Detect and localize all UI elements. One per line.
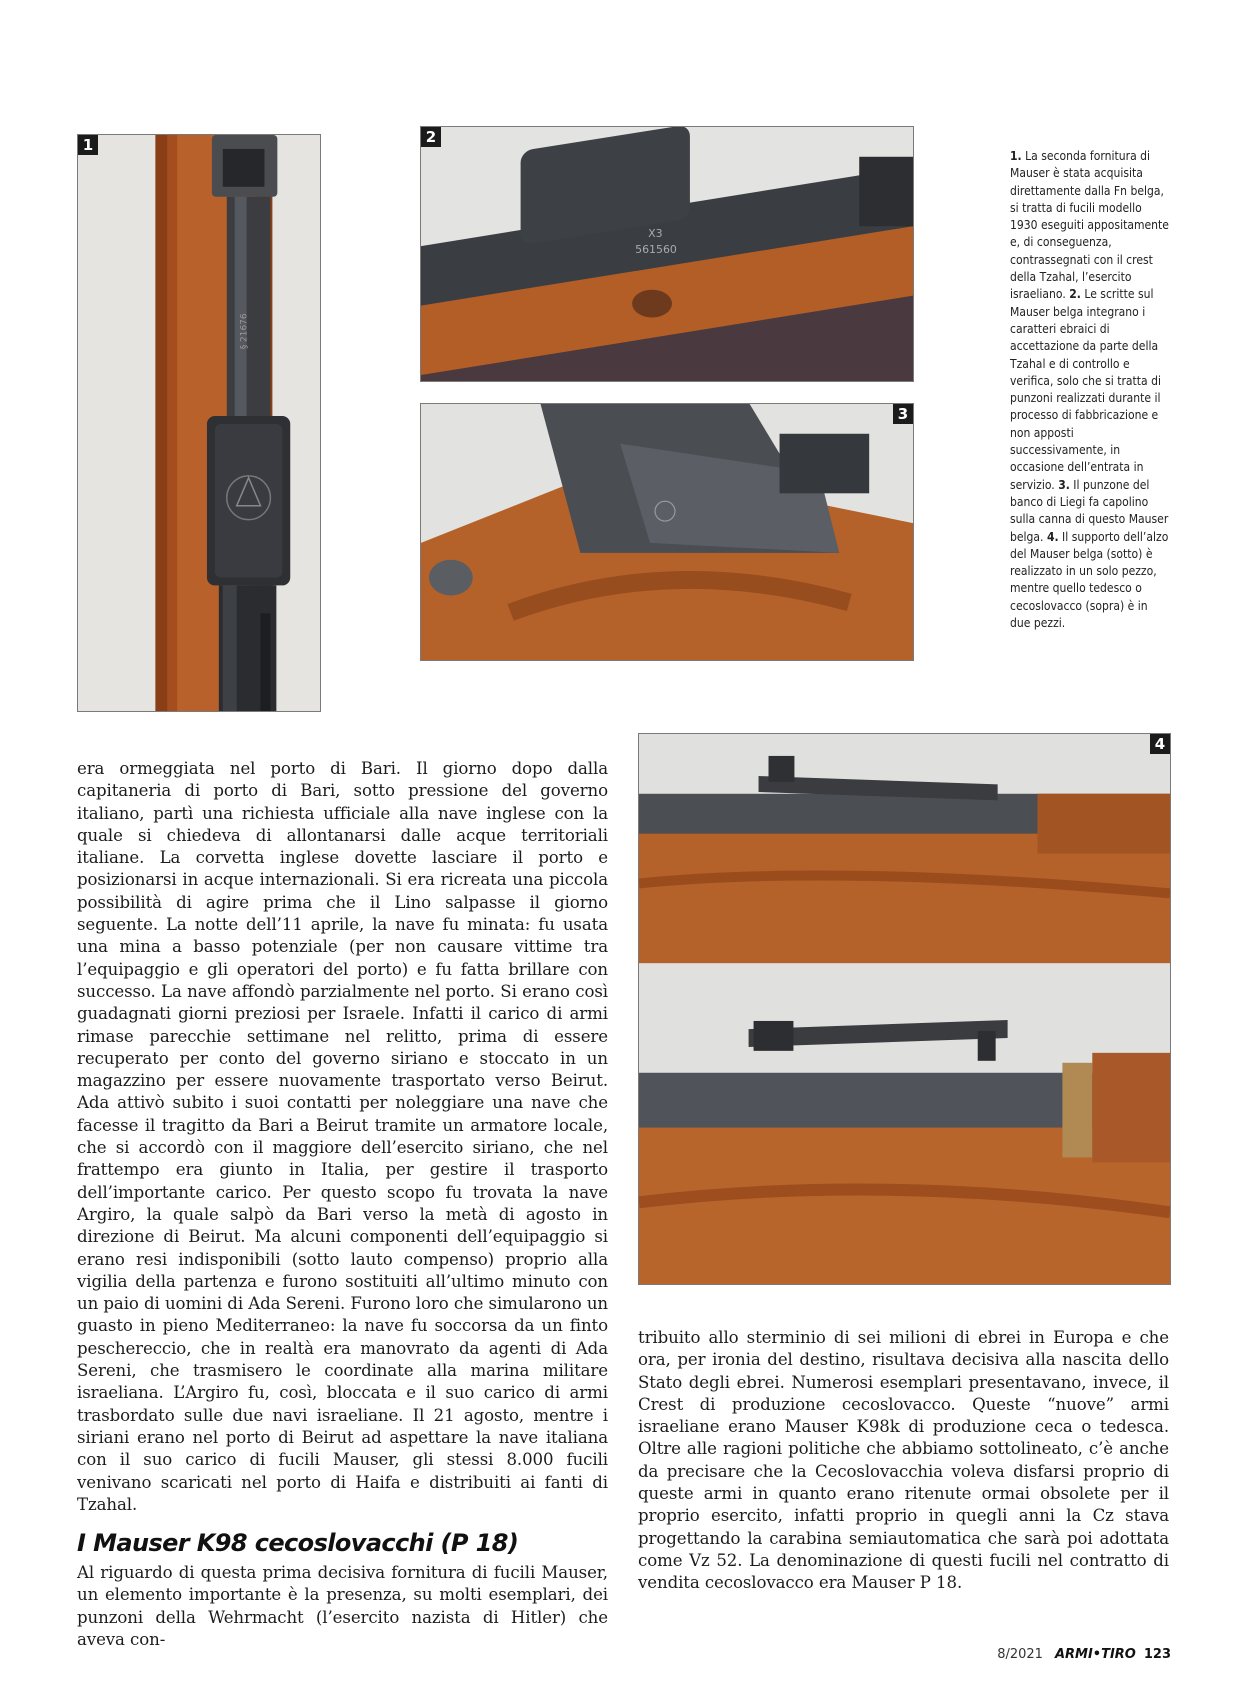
photo-caption [1010,147,1170,631]
code-mark-text: X3 [648,227,663,241]
page-number: 123 [1143,1647,1171,1662]
article-column-right [638,1327,1169,1595]
section-heading: I Mauser K98 cecoslovacchi (P 18) [77,1529,519,1558]
caption-text-4: Il supporto dell’alzo del Mauser belga (sotto) è realizzato in un solo pezzo, mentre quello tedesco o cecoslovacco (sopra) è in due pezzi. [1010,528,1169,631]
rifle-markings-image [421,127,913,381]
caption-number-3: 3. [1058,476,1070,492]
article-paragraph: era ormeggiata nel porto di Bari. Il giorno dopo dalla capitaneria di porto di Bari, sotto pressione del governo italiano, partì una richiesta ufficiale alla nave inglese con la quale si chiedeva di allontanarsi dalle acque territoriali italiane. La corvetta inglese dovette lasciare il porto e posizionarsi in acque internazionali. Si era ricreata una piccola possibilità di agire prima che il Lino salpasse il giorno seguente. La notte dell’11 aprile, la nave fu minata: fu usata una mina a basso potenziale (per non causare vittime tra l’equipaggio e gli operatori del porto) e fu fatta brillare con successo. La nave affondò parzialmente nel porto. Si erano così guadagnati giorni preziosi per Israele. Infatti il carico di armi rimase parecchie settimane nel relitto, prima di essere recuperato per conto del governo siriano e stoccato in un magazzino per essere nuovamente trasportato verso Beirut. Ada attivò subito i suoi contatti per noleggiare una nave che facesse il tragitto da Bari a Beirut tramite un armatore locale, che si accordò con il maggiore dell’esercito siriano, che nel frattempo era giunto in Italia, per gestire il trasporto dell’importante carico. Per questo scopo fu trovata la nave Argiro, la quale salpò da Bari verso la metà di agosto in direzione di Beirut. Ma alcuni componenti dell’equipaggio si erano resi indisponibili (sotto lauto compenso) proprio alla vigilia della partenza e furono sostituiti all’ultimo minuto con un paio di uomini di Ada Sereni. Furono loro che simularono un guasto in pieno Mediterraneo: la nave fu soccorsa da un finto peschereccio, che in realtà era manovrato da agenti di Ada Sereni, che trasmisero le coordinate alla marina militare israeliana. L’Argiro fu, così, bloccata e il suo carico di armi trasbordato sulle due navi israeliane. Il 21 agosto, mentre i siriani erano nel porto di Beirut ad aspettare la nave italiana con il suo carico di fucili Mauser, gli stessi 8.000 fucili venivano scaricati nel porto di Haifa e distribuiti ai fanti di Tzahal. [77,759,608,1514]
rifle-receiver-image [78,135,320,711]
rear-sight-comparison-image [639,734,1170,1284]
rifle-proof-mark-image [421,404,913,660]
caption-text-3: Il punzone del banco di Liegi fa capolino sulla canna di questo Mauser belga. [1010,476,1169,544]
article-paragraph: tribuito allo sterminio di sei milioni di ebrei in Europa e che ora, per ironia del destino, risultava decisiva alla nascita dello Stato degli ebrei. Numerosi esemplari presentavano, invece, il Crest di produzione cecoslovacco. Queste “nuove” armi israeliane erano Mauser K98k di produzione ceca o tedesca. Oltre alle ragioni politiche che abbiamo sottolineato, c’è anche da precisare che la Cecoslovacchia voleva disfarsi proprio di queste armi in quanto erano ritenute ormai obsolete per il proprio esercito, infatti proprio in quegli anni la Cz stava progettando la carabina semiautomatica che sarà poi adottata come Vz 52. La denominazione di questi fucili nel contratto di vendita cecoslovacco era Mauser P 18. [638,1328,1169,1593]
photo-number-badge: 4 [1150,734,1170,754]
article-paragraph: Al riguardo di questa prima decisiva fornitura di fucili Mauser, un elemento importante è la presenza, su molti esemplari, dei punzoni della Wehrmacht (l’esercito nazista di Hitler) che aveva con- [77,1563,608,1649]
caption-text-1: La seconda fornitura di Mauser è stata acquisita direttamente dalla Fn belga, si tratta di fucili modello 1930 eseguiti appositamente e, di conseguenza, contrassegnati con il crest della Tzahal, l’esercito israeliano. [1010,148,1169,302]
issue-date: 8/2021 [997,1647,1043,1662]
caption-number-4: 4. [1046,528,1059,544]
photo-1-receiver-top [77,134,321,712]
photo-4-rear-sight-comparison [638,733,1171,1285]
photo-number-badge: 1 [78,135,98,155]
photo-3-liege-proof [420,403,914,661]
caption-number-2: 2. [1069,286,1081,302]
svg-text:§ 21676: § 21676 [239,313,250,350]
serial-number-text: 561560 [635,243,677,257]
photo-number-badge: 3 [893,404,913,424]
caption-text-2: Le scritte sul Mauser belga integrano i caratteri ebraici di accettazione da parte della Tzahal e di controllo e verifica, solo che si tratta di punzoni realizzati durante il processo di fabbricazione e non apposti successivamente, in occasione dell’entrata in servizio. [1010,286,1161,492]
caption-number-1: 1. [1010,148,1022,163]
photo-2-receiver-markings [420,126,914,382]
page-footer [997,1647,1171,1662]
magazine-logo: ARMI•TIRO [1054,1647,1136,1662]
photo-number-badge: 2 [421,127,441,147]
article-column-left [77,758,608,1651]
